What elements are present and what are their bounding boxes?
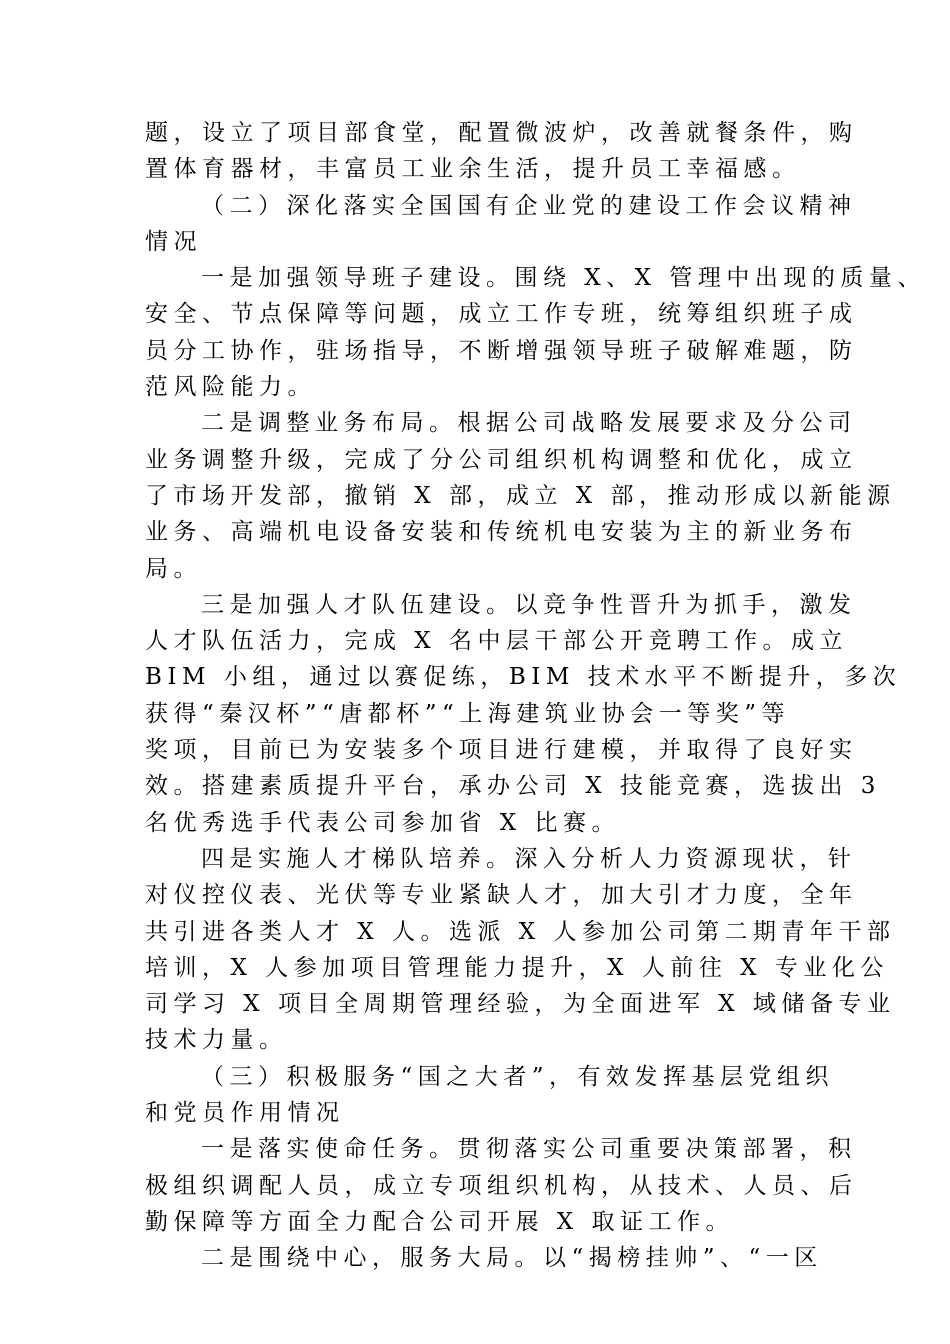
text-line: 业务、高端机电设备安装和传统机电安装为主的新业务布 xyxy=(145,519,858,546)
text-line: 置体育器材，丰富员工业余生活，提升员工幸福感。 xyxy=(145,156,801,183)
text-line: 获得“秦汉杯”“唐都杯”“上海建筑业协会一等奖”等 xyxy=(145,700,791,727)
text-line: 培训，X 人参加项目管理能力提升，X 人前往 X 专业化公 xyxy=(145,954,889,981)
text-line: 员分工协作，驻场指导，不断增强领导班子破解难题，防 xyxy=(145,337,858,364)
document-body xyxy=(145,115,926,1277)
text-line: 安全、节点保障等问题，成立工作专班，统筹组织班子成 xyxy=(145,301,858,328)
text-line: 一是落实使命任务。贯彻落实公司重要决策部署，积 xyxy=(201,1136,857,1163)
text-line: BIM 小组，通过以赛促练，BIM 技术水平不断提升，多次 xyxy=(145,664,902,691)
text-line: 奖项，目前已为安装多个项目进行建模，并取得了良好实 xyxy=(145,737,858,764)
paragraph-canteen xyxy=(145,115,858,188)
text-line: 二是调整业务布局。根据公司战略发展要求及分公司 xyxy=(201,410,857,437)
text-line: 勤保障等方面全力配合公司开展 X 取证工作。 xyxy=(145,1208,734,1235)
paragraph-talent xyxy=(145,587,902,841)
text-line: 司学习 X 项目全周期管理经验，为全面进军 X 域储备专业 xyxy=(145,991,896,1018)
paragraph-business xyxy=(145,405,896,586)
text-line: 了市场开发部，撤销 X 部，成立 X 部，推动形成以新能源 xyxy=(145,482,896,509)
section-heading-2 xyxy=(145,188,857,261)
heading-line: （三）积极服务“国之大者”，有效发挥基层党组织 xyxy=(201,1063,835,1090)
heading-line: 和党员作用情况 xyxy=(145,1100,345,1127)
heading-line: 情况 xyxy=(145,228,202,255)
text-line: 四是实施人才梯队培养。深入分析人力资源现状，针 xyxy=(201,845,857,872)
text-line: 业务调整升级，完成了分公司组织机构调整和优化，成立 xyxy=(145,446,858,473)
heading-line: （二）深化落实全国国有企业党的建设工作会议精神 xyxy=(201,192,857,219)
paragraph-mission xyxy=(145,1131,858,1240)
text-line: 局。 xyxy=(145,555,202,582)
section-heading-3 xyxy=(145,1059,835,1132)
text-line: 共引进各类人才 X 人。选派 X 人参加公司第二期青年干部 xyxy=(145,918,896,945)
paragraph-center xyxy=(145,1240,823,1276)
paragraph-echelon xyxy=(145,841,896,1059)
text-line: 效。搭建素质提升平台，承办公司 X 技能竞赛，选拔出 3 xyxy=(145,773,881,800)
text-line: 人才队伍活力，完成 X 名中层干部公开竞聘工作。成立 xyxy=(145,628,848,655)
text-line: 极组织调配人员，成立专项组织机构，从技术、人员、后 xyxy=(145,1172,858,1199)
text-line: 对仪控仪表、光伏等专业紧缺人才，加大引才力度，全年 xyxy=(145,882,858,909)
text-line: 三是加强人才队伍建设。以竞争性晋升为抓手，激发 xyxy=(201,591,857,618)
text-line: 技术力量。 xyxy=(145,1027,288,1054)
text-line: 二是围绕中心，服务大局。以“揭榜挂帅”、“一区 xyxy=(201,1245,823,1272)
text-line: 一是加强领导班子建设。围绕 X、X 管理中出现的质量、 xyxy=(201,265,926,292)
paragraph-leadership xyxy=(145,260,926,405)
text-line: 范风险能力。 xyxy=(145,374,316,401)
text-line: 名优秀选手代表公司参加省 X 比赛。 xyxy=(145,809,620,836)
text-line: 题，设立了项目部食堂，配置微波炉，改善就餐条件，购 xyxy=(145,120,858,146)
